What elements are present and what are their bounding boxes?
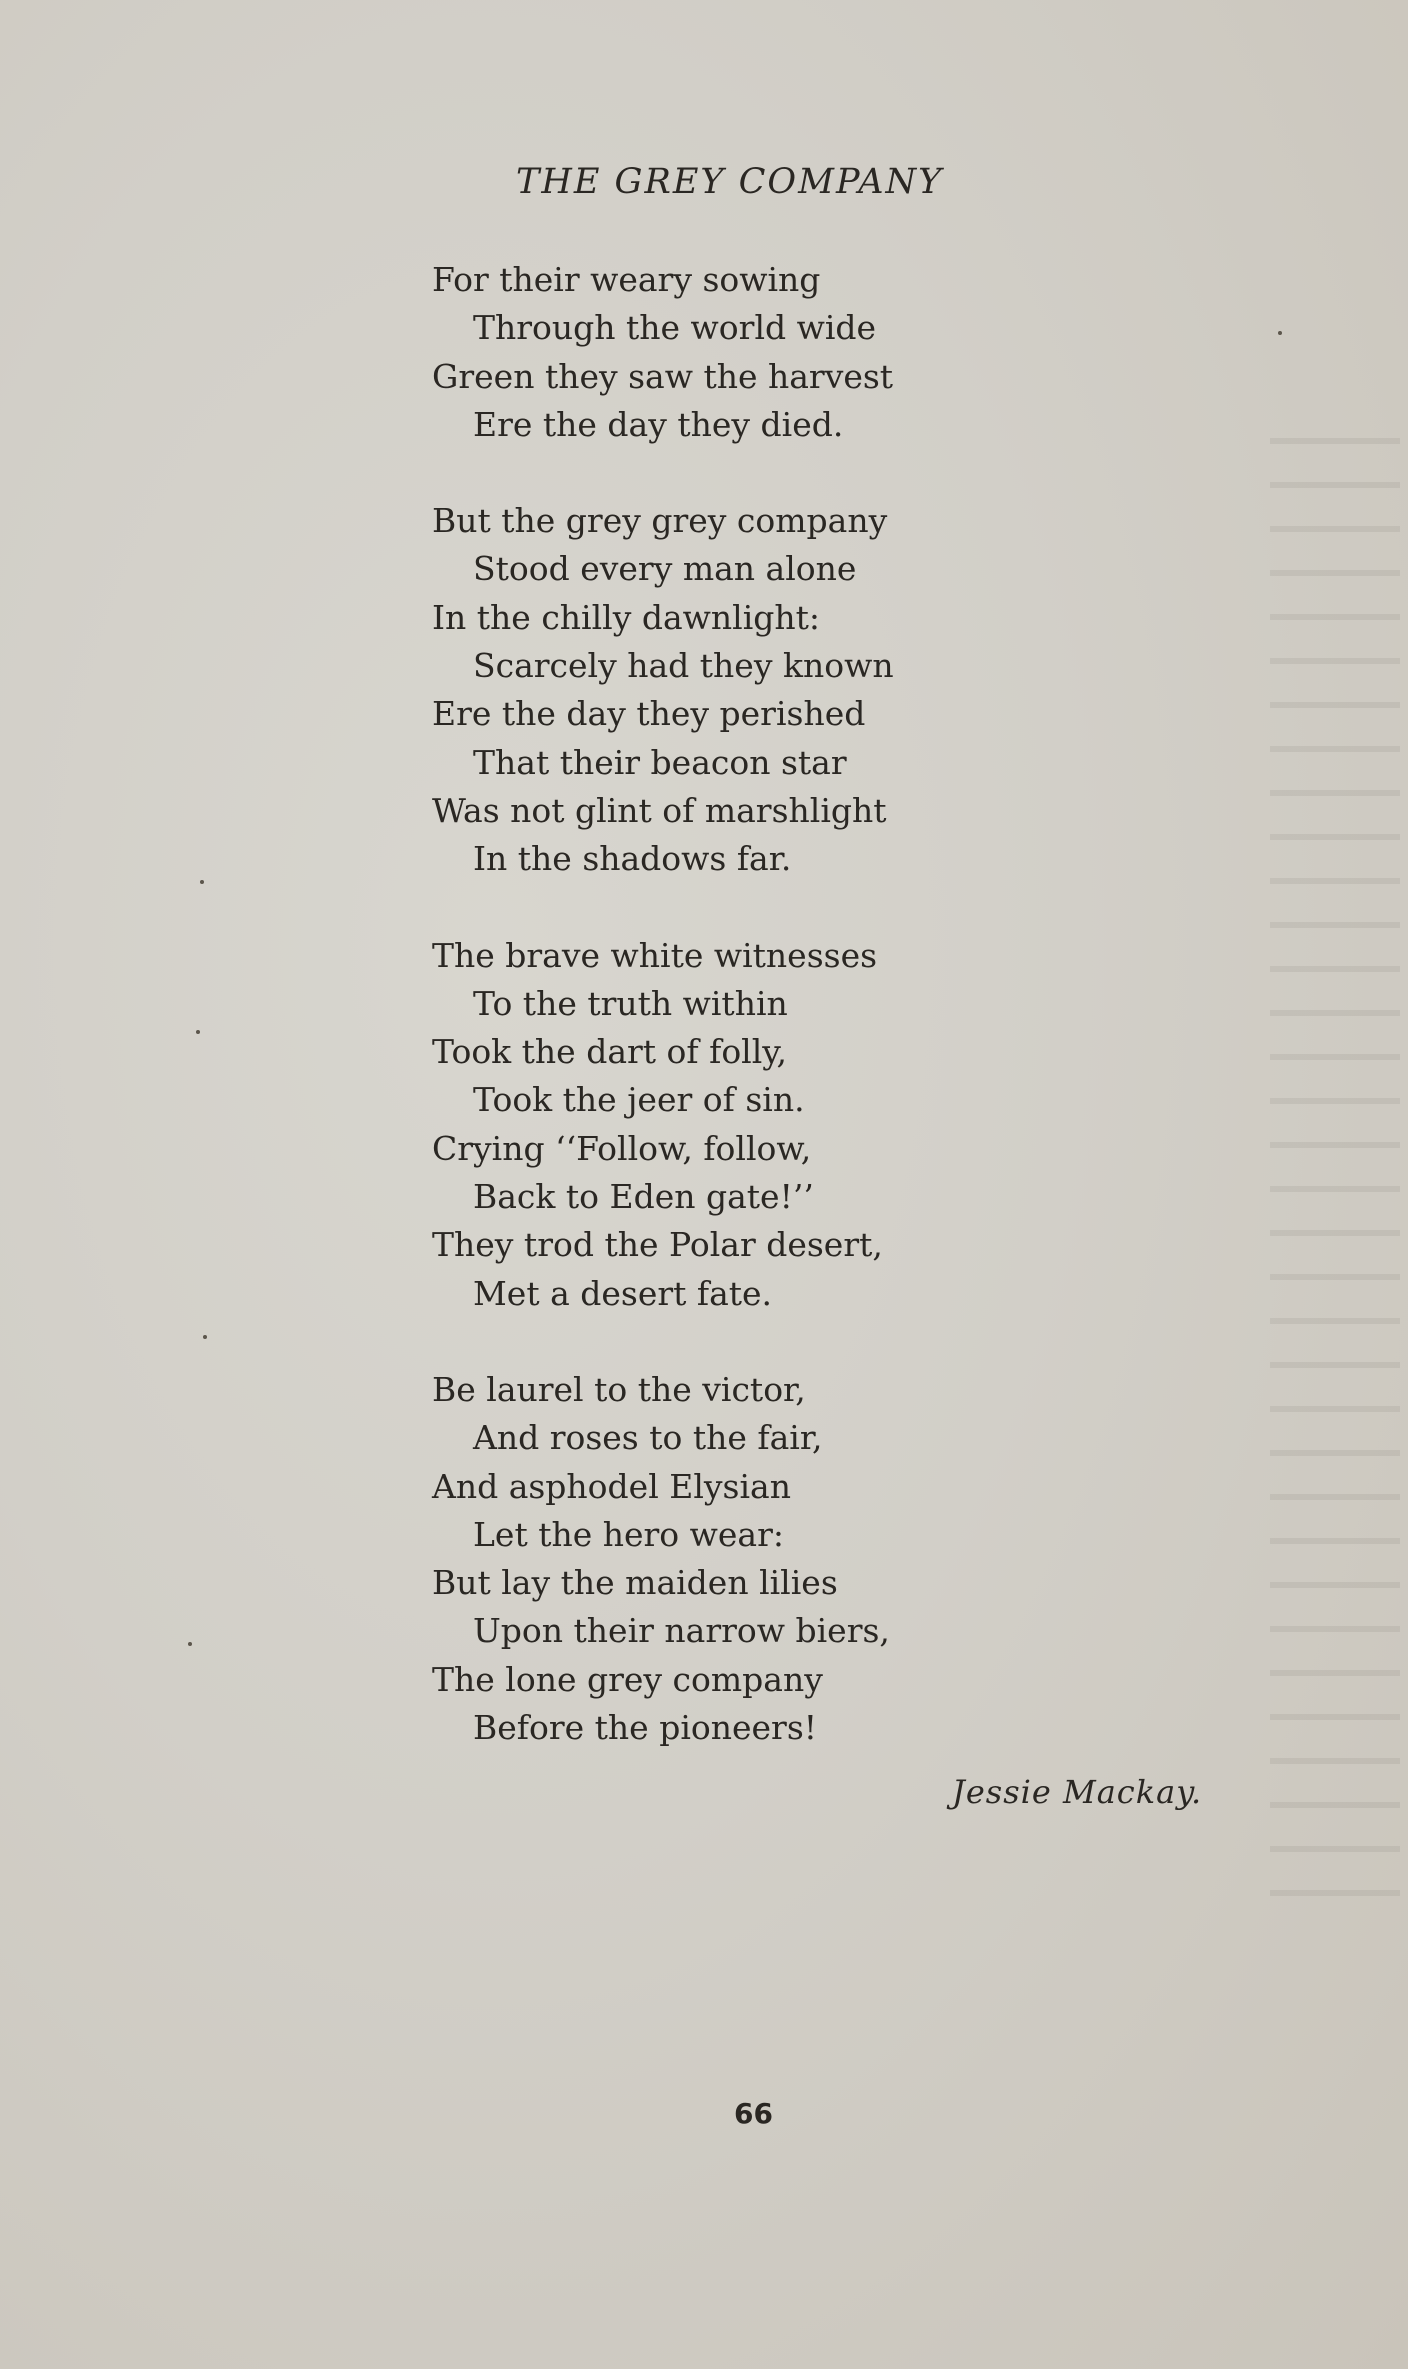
poem-line: In the chilly dawnlight:	[432, 597, 821, 637]
poem-line: Before the pioneers!	[473, 1708, 818, 1748]
poem-line: And asphodel Elysian	[432, 1466, 791, 1506]
poem-line: The lone grey company	[432, 1659, 823, 1699]
poem-line: That their beacon star	[473, 742, 847, 782]
author-signature: Jessie Mackay.	[952, 1773, 1203, 1811]
poem-line: They trod the Polar desert,	[432, 1225, 883, 1265]
poem-line: Be laurel to the victor,	[432, 1369, 806, 1409]
poem-line: Upon their narrow biers,	[473, 1611, 890, 1651]
stanza-4	[432, 1366, 992, 1752]
page-number: 66	[734, 2097, 773, 2130]
poem-line: In the shadows far.	[473, 839, 792, 879]
poem-line: Stood every man alone	[473, 549, 857, 589]
poem-line: Took the jeer of sin.	[473, 1080, 805, 1120]
poem-body	[432, 256, 992, 1800]
show-through-text	[1270, 400, 1400, 1900]
poem-line: Through the world wide	[473, 308, 877, 348]
paper-speck	[196, 1030, 200, 1034]
stanza-2	[432, 497, 992, 883]
poem-line: The brave white witnesses	[432, 935, 878, 975]
poem-line: Ere the day they perished	[432, 694, 866, 734]
poem-line: Back to Eden gate!’’	[473, 1177, 814, 1217]
poem-line: Ere the day they died.	[473, 404, 844, 444]
poem-title: THE GREY COMPANY	[516, 162, 944, 202]
poem-line: Met a desert fate.	[473, 1273, 773, 1313]
paper-speck	[188, 1642, 192, 1646]
poem-line: And roses to the fair,	[473, 1418, 823, 1458]
poem-line: Scarcely had they known	[473, 646, 894, 686]
poem-line: But the grey grey company	[432, 501, 888, 541]
paper-speck	[200, 880, 204, 884]
poem-line: For their weary sowing	[432, 260, 821, 299]
poem-line: To the truth within	[473, 983, 788, 1023]
paper-speck	[1278, 331, 1282, 335]
poem-line: Let the hero wear:	[473, 1514, 784, 1554]
poem-line: But lay the maiden lilies	[432, 1563, 838, 1603]
poem-line: Crying ‘‘Follow, follow,	[432, 1128, 812, 1168]
stanza-3	[432, 932, 992, 1318]
poem-line: Was not glint of marshlight	[432, 790, 887, 830]
poem-line: Took the dart of folly,	[432, 1032, 788, 1072]
poem-line: Green they saw the harvest	[432, 356, 894, 396]
paper-speck	[203, 1335, 207, 1339]
stanza-1	[432, 256, 992, 449]
